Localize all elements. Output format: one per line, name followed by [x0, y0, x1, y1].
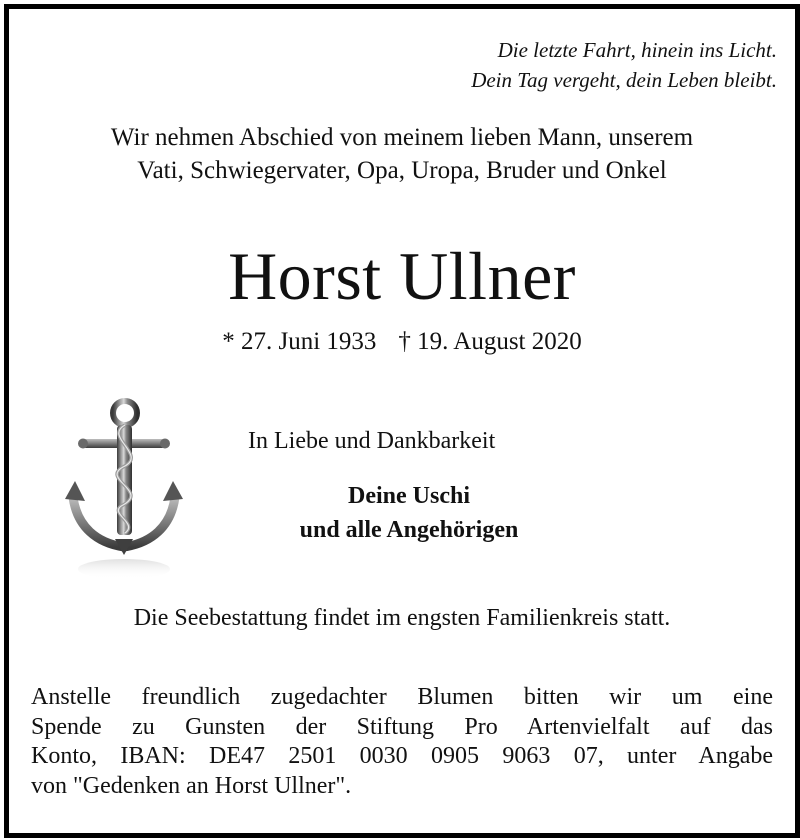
signer-relatives: und alle Angehörigen	[299, 517, 519, 543]
donation-line-4: von "Gedenken an Horst Ullner".	[31, 772, 352, 799]
poem-verse	[471, 35, 777, 95]
obituary-frame	[4, 4, 800, 838]
signer-uschi: Deine Uschi	[348, 483, 470, 509]
birth-date: * 27. Juni 1933	[222, 328, 377, 355]
mourners	[209, 479, 609, 547]
poem-line-1: Die letzte Fahrt, hinein ins Licht.	[497, 38, 777, 62]
donation-request	[31, 683, 773, 801]
donation-line-2: Spende zu Gunsten der Stiftung Pro Artenvielfalt auf das	[31, 713, 773, 740]
donation-line-1: Anstelle freundlich zugedachter Blumen bitten wir um eine	[31, 684, 773, 710]
love-gratitude-line: In Liebe und Dankbarkeit	[248, 428, 496, 454]
anchor-icon	[53, 387, 193, 587]
donation-line-3: Konto, IBAN: DE47 2501 0030 0905 9063 07, unter Angabe	[31, 743, 773, 769]
deceased-name: Horst Ullner	[228, 238, 576, 314]
intro-line-2: Vati, Schwiegervater, Opa, Uropa, Bruder und Onkel	[137, 157, 667, 184]
life-dates	[9, 325, 795, 359]
farewell-intro	[9, 121, 795, 187]
death-date: † 19. August 2020	[398, 328, 582, 355]
poem-line-2: Dein Tag vergeht, dein Leben bleibt.	[471, 68, 777, 92]
intro-line-1: Wir nehmen Abschied von meinem lieben Mann, unserem	[110, 124, 694, 151]
sea-burial-note: Die Seebestattung findet im engsten Familienkreis statt.	[133, 605, 671, 631]
